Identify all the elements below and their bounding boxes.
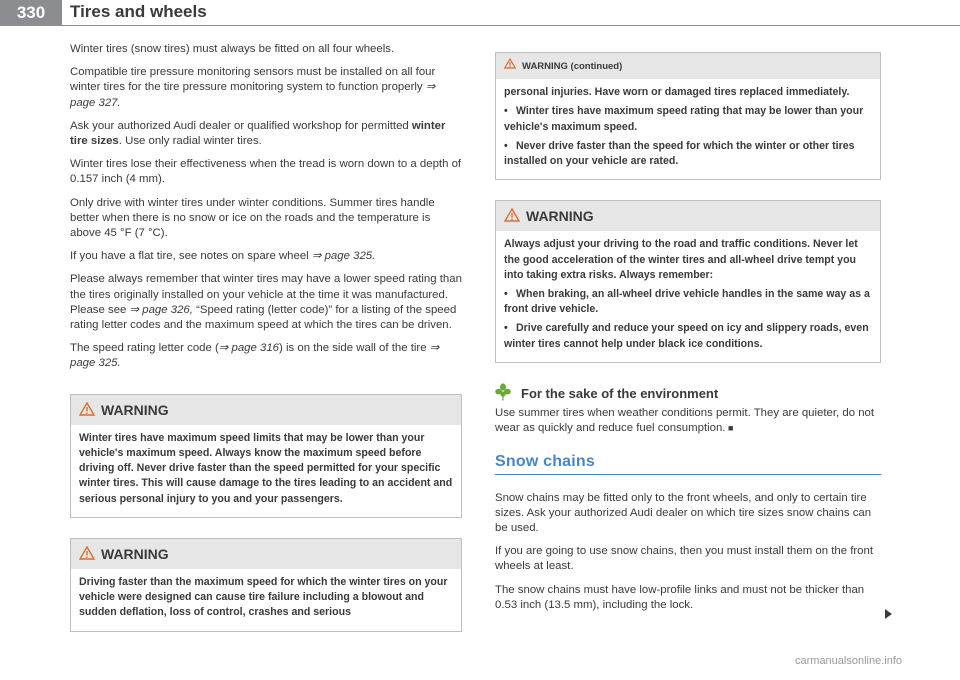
paragraph-snow-chains-fit: Snow chains may be fitted only to the front wheels, and only to certain tire sizes. Ask your authorized Audi dealer on which tire sizes snow chains can be used.: [495, 491, 872, 535]
warning-bullet: • Drive carefully and reduce your speed on icy and slippery roads, even winter tires cannot help under black ice conditions.: [504, 321, 872, 351]
warning-body: personal injuries. Have worn or damaged tires replaced immediately. • Winter tires have maximum speed rating that may be lower than your vehicle's maximum speed. • Never drive faster than the speed for which the winter or other tires installed on your vehicle are rated.: [496, 79, 880, 179]
page-ref-link[interactable]: ⇒ page 327.: [70, 81, 436, 109]
warning-body: Winter tires have maximum speed limits that may be lower than your vehicle's maximum speed. Always know the maximum speed before driving off. Never drive faster than the speed permitted for your specific winter tires. This will cause damage to the tires leading to an accident and serious personal injury to you and your passengers.: [79, 431, 453, 505]
header-rule: [62, 25, 960, 26]
end-of-section-icon: [725, 422, 733, 434]
section-heading-snow-chains: Snow chains: [495, 454, 881, 474]
warning-body: Driving faster than the maximum speed for which the winter tires on your vehicle were designed can cause tire failure including a blowout and sudden deflation, loss of control, crashes and serious: [79, 576, 448, 619]
page-ref-link[interactable]: ⇒ page 325.: [311, 250, 376, 263]
paragraph-tire-sizes: Ask your authorized Audi dealer or qualified workshop for permitted winter tire sizes. Use only radial winter tires.: [70, 119, 446, 148]
paragraph-flat-tire: If you have a flat tire, see notes on spare wheel ⇒ page 325.: [70, 250, 376, 263]
page-ref-link[interactable]: ⇒ page 325.: [70, 342, 440, 370]
warning-bullet: • When braking, an all-wheel drive vehicle handles in the same way as a front drive vehicle.: [504, 287, 872, 317]
warning-box: [495, 200, 881, 363]
page-ref-link[interactable]: ⇒ page 326,: [129, 303, 193, 316]
right-column: [495, 52, 881, 621]
page-title: Tires and wheels: [70, 2, 207, 21]
warning-box: [70, 394, 462, 518]
page-header: [0, 0, 960, 32]
warning-triangle-icon: [504, 58, 516, 74]
environment-heading: For the sake of the environment: [495, 383, 881, 404]
environment-leaf-icon: [495, 383, 511, 404]
warning-box: [70, 538, 462, 632]
paragraph-tpms: Compatible tire pressure monitoring sensors must be installed on all four winter tires for the tire pressure monitoring system to function properly ⇒ page 327.: [70, 66, 436, 109]
warning-triangle-icon: [79, 402, 95, 419]
paragraph-snow-chains-install: If you are going to use snow chains, then you must install them on the front wheels at least.: [495, 545, 874, 573]
page-number: 330: [0, 0, 62, 26]
warning-triangle-icon: [79, 546, 95, 563]
warning-body: Always adjust your driving to the road and traffic conditions. Never let the good acceleration of the winter tires and all-wheel drive tempt you into taking extra risks. Always remember: • When braking, an all-wheel drive vehicle handles in the same way as a front drive vehicle. • Drive carefully and reduce your speed on icy and slippery roads, even winter tires cannot help under black ice conditions.: [496, 231, 880, 361]
footer-watermark: carmanualsonline.info: [795, 655, 903, 667]
warning-header: WARNING: [496, 201, 880, 231]
warning-bullet: • Never drive faster than the speed for which the winter or other tires installed on your vehicle are rated.: [504, 139, 872, 169]
paragraph-snow-chains-thickness: The snow chains must have low-profile links and must not be thicker than 0.53 inch (13.5 mm), including the lock.: [495, 583, 865, 611]
environment-text: Use summer tires when weather conditions permit. They are quieter, do not wear as quickly and reduce fuel consumption. ■: [495, 406, 881, 436]
paragraph-speed-rating: Please always remember that winter tires may have a lower speed rating than the tires originally installed on your vehicle at the time it was manufactured. Please see ⇒ page 326, “Speed rating (letter code)” for a listing of the speed rating letter codes and the maximum speed at which the tires can be driven.: [70, 273, 462, 332]
warning-triangle-icon: [504, 208, 520, 225]
continue-arrow-icon: [885, 609, 892, 619]
paragraph-tread: Winter tires lose their effectiveness when the tread is worn down to a depth of 0.157 inch (4 mm).: [70, 158, 462, 186]
paragraph-letter-code: The speed rating letter code (⇒ page 316) is on the side wall of the tire ⇒ page 325.: [70, 342, 440, 370]
paragraph-winter-tires: Winter tires (snow tires) must always be fitted on all four wheels.: [70, 43, 395, 55]
warning-box-continued: [495, 52, 881, 180]
warning-header: WARNING (continued): [496, 53, 880, 79]
warning-header: WARNING: [71, 539, 461, 569]
left-column: [70, 42, 462, 652]
warning-header: WARNING: [71, 395, 461, 425]
spacer: [495, 475, 881, 491]
paragraph-winter-conditions: Only drive with winter tires under winter conditions. Summer tires handle better when there is no snow or ice on the roads and the temperature is above 45 °F (7 °C).: [70, 196, 435, 240]
warning-bullet: • Winter tires have maximum speed rating that may be lower than your vehicle's maximum speed.: [504, 104, 872, 134]
page-ref-link[interactable]: ⇒ page 316: [218, 342, 280, 355]
